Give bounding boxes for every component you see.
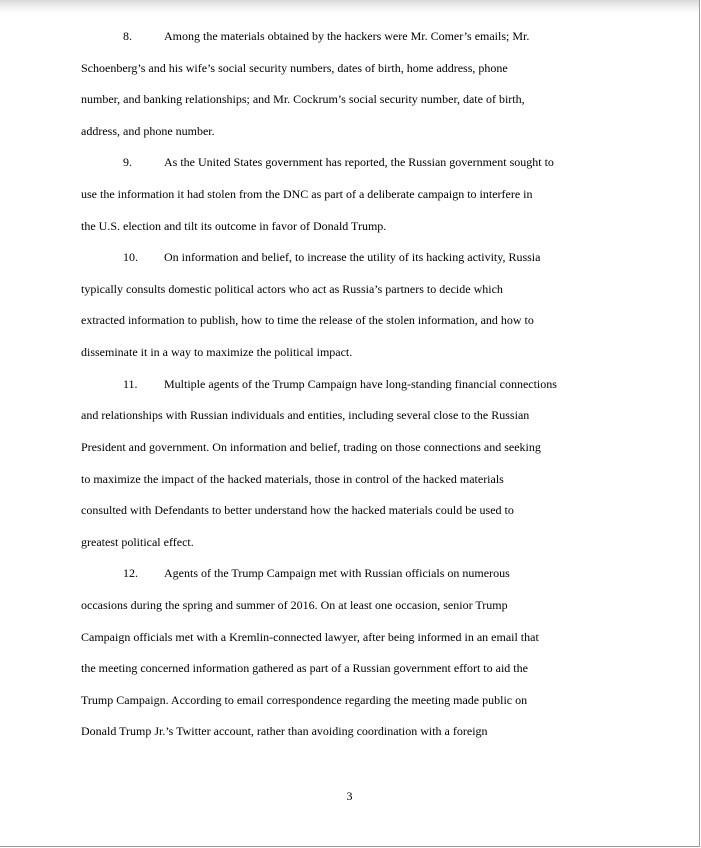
page-number: 3 <box>346 789 353 803</box>
paragraph-10 <box>81 242 616 368</box>
paragraph-text: Among the materials obtained by the hackers were Mr. Comer’s emails; Mr. <box>164 29 530 43</box>
paragraph-12 <box>81 558 616 748</box>
paragraph-number: 9. <box>123 155 132 170</box>
paragraph-line: typically consults domestic political actors who act as Russia’s partners to decide which <box>81 281 503 296</box>
paragraph-text: On information and belief, to increase the utility of its hacking activity, Russia <box>164 250 541 265</box>
paragraph-line: Donald Trump Jr.’s Twitter account, rather than avoiding coordination with a foreign <box>81 724 488 739</box>
paragraph-line: and relationships with Russian individuals and entities, including several close to the Russian <box>81 408 530 423</box>
paragraph-line: occasions during the spring and summer of 2016. On at least one occasion, senior Trump <box>81 597 508 612</box>
paragraph-line: consulted with Defendants to better understand how the hacked materials could be used to <box>81 503 514 518</box>
paragraph-line: to maximize the impact of the hacked materials, those in control of the hacked materials <box>81 471 504 486</box>
paragraph-line: Campaign officials met with a Kremlin-connected lawyer, after being informed in an email that <box>81 629 539 644</box>
paragraph-number: 12. <box>123 566 138 581</box>
paragraph-line: Schoenberg’s and his wife’s social security numbers, dates of birth, home address, phone <box>81 60 508 75</box>
paragraph-text: As the United States government has reported, the Russian government sought to <box>164 155 554 170</box>
paragraph-line <box>81 558 616 590</box>
paragraph-line: use the information it had stolen from the DNC as part of a deliberate campaign to interfere in <box>81 187 533 202</box>
paragraph-line: disseminate it in a way to maximize the political impact. <box>81 345 353 360</box>
paragraph-line <box>81 369 616 401</box>
paragraph-text: Multiple agents of the Trump Campaign have long-standing financial connections <box>164 376 557 391</box>
paragraph-number: 8. <box>123 29 132 43</box>
paragraph-9 <box>81 147 616 242</box>
paragraph-line <box>81 147 616 179</box>
paragraph-line: President and government. On information and belief, trading on those connections and seeking <box>81 439 541 454</box>
paragraph-line: number, and banking relationships; and Mr. Cockrum’s social security number, date of birth, <box>81 92 525 107</box>
page-top-shadow <box>0 0 699 14</box>
paragraph-11 <box>81 369 616 559</box>
paragraph-line <box>81 21 616 53</box>
paragraph-8 <box>81 21 616 147</box>
paragraph-line: address, and phone number. <box>81 123 215 138</box>
paragraph-number: 11. <box>123 376 138 391</box>
paragraph-line <box>81 242 616 274</box>
paragraph-line: greatest political effect. <box>81 534 194 549</box>
paragraph-text: Agents of the Trump Campaign met with Russian officials on numerous <box>164 566 510 581</box>
paragraph-line: Trump Campaign. According to email correspondence regarding the meeting made public on <box>81 692 528 707</box>
paragraph-line: the U.S. election and tilt its outcome in favor of Donald Trump. <box>81 218 387 233</box>
paragraph-number: 10. <box>123 250 138 265</box>
paragraph-line: the meeting concerned information gathered as part of a Russian government effort to aid the <box>81 661 528 676</box>
paragraph-line: extracted information to publish, how to time the release of the stolen information, and how to <box>81 313 534 328</box>
document-body <box>81 21 616 748</box>
